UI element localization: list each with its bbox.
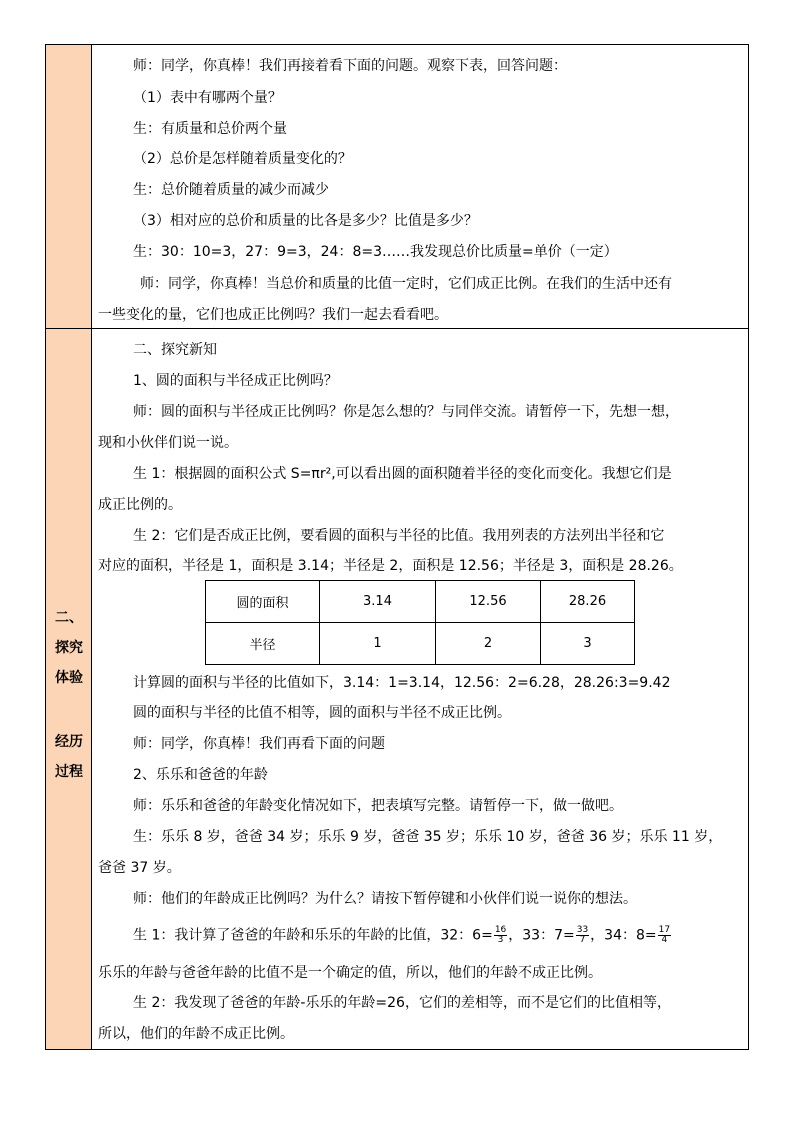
circle-area-table [205,580,635,665]
student-2-line-b2: 所以，他们的年龄不成正比例。 [98,1026,294,1042]
ratio-calculation: 计算圆的面积与半径的比值如下，3.14：1=3.14，12.56：2=6.28，28.26:3=9.42 [133,675,671,691]
student-1-ratio-line [133,926,672,945]
section-label-line3: 体验 [55,670,83,686]
ratio-text-3: ，34：8= [590,927,657,944]
teacher-prompt-1a: 师：圆的面积与半径成正比例吗？你是怎么想的？与同伴交流。请暂停一下，先想一想， [133,404,679,420]
table-cell: 半径 [206,623,320,665]
table-cell: 2 [436,623,541,665]
fraction-33-7 [576,926,589,945]
teacher-prompt-2: 师：乐乐和爸爸的年龄变化情况如下，把表填写完整。请暂停一下，做一做吧。 [133,798,623,814]
table-cell: 1 [320,623,436,665]
ratio-text-2: ，33：7= [508,927,575,944]
student-answer-1: 生：有质量和总价两个量 [133,121,287,137]
question-1: （1）表中有哪两个量？ [133,90,282,106]
table-cell: 28.26 [541,581,635,623]
row-divider [46,328,748,329]
student-2-line-a: 生 2：它们是否成正比例，要看圆的面积与半径的比值。我用列表的方法列出半径和它 [133,528,665,544]
question-3: （3）相对应的总价和质量的比各是多少？比值是多少？ [133,213,478,229]
student-answer-2: 生：总价随着质量的减少而减少 [133,182,329,198]
table-row [206,623,635,665]
topic-2-title: 2、乐乐和爸爸的年龄 [133,767,268,783]
fraction-denominator: 3 [497,935,504,945]
student-answer-3: 生：30：10=3，27：9=3，24：8=3……我发现总价比质量=单价（一定） [133,244,618,260]
student-ages-line-b: 爸爸 37 岁。 [98,860,181,876]
table-row [206,581,635,623]
table-cell: 12.56 [436,581,541,623]
question-2: （2）总价是怎样随着质量变化的？ [133,151,352,167]
fraction-denominator: 7 [579,935,586,945]
teacher-summary-line2: 一些变化的量，它们也成正比例吗？我们一起去看看吧。 [98,307,448,323]
fraction-numerator: 17 [658,925,671,935]
section-label-column [46,45,92,1049]
conclusion-line: 圆的面积与半径的比值不相等，圆的面积与半径不成正比例。 [133,705,511,721]
fraction-numerator: 33 [576,925,589,935]
student-1-line-a: 生 1：根据圆的面积公式 S=πr²,可以看出圆的面积随着半径的变化而变化。我想它们是 [133,466,672,482]
fraction-17-4 [658,926,671,945]
section-heading: 二、探究新知 [133,342,217,358]
table-cell: 圆的面积 [206,581,320,623]
teacher-question-3: 师：他们的年龄成正比例吗？为什么？请按下暂停键和小伙伴们说一说你的想法。 [133,891,637,907]
table-cell: 3 [541,623,635,665]
section-label-line2: 探究 [55,640,83,656]
topic-1-title: 1、圆的面积与半径成正比例吗？ [133,373,338,389]
section-label-line5: 过程 [55,764,83,780]
teacher-prompt-1b: 现和小伙伴们说一说。 [98,435,238,451]
teacher-transition: 师：同学，你真棒！我们再看下面的问题 [133,736,385,752]
teacher-line: 师：同学，你真棒！我们再接着看下面的问题。观察下表，回答问题： [133,58,567,74]
ratio-text-1: 生 1：我计算了爸爸的年龄和乐乐的年龄的比值，32：6= [133,927,493,944]
section-label-line1: 二、 [55,610,83,626]
fraction-numerator: 16 [494,925,507,935]
fraction-denominator: 4 [661,935,668,945]
student-2-line-a2: 生 2：我发现了爸爸的年龄-乐乐的年龄=26，它们的差相等，而不是它们的比值相等， [133,995,671,1011]
student-1-line-b: 成正比例的。 [98,497,182,513]
section-label-line4: 经历 [55,734,83,750]
table-cell: 3.14 [320,581,436,623]
student-ages-line-a: 生：乐乐 8 岁，爸爸 34 岁；乐乐 9 岁，爸爸 35 岁；乐乐 10 岁，爸爸 36 岁；乐乐 11 岁， [133,829,723,845]
student-2-line-b: 对应的面积，半径是 1，面积是 3.14；半径是 2，面积是 12.56；半径是 3，面积是 28.26。 [98,558,683,574]
student-1-conclusion: 乐乐的年龄与爸爸年龄的比值不是一个确定的值，所以，他们的年龄不成正比例。 [98,965,602,981]
fraction-16-3 [494,926,507,945]
teacher-summary-line1: 师：同学，你真棒！当总价和质量的比值一定时，它们成正比例。在我们的生活中还有 [140,276,672,292]
